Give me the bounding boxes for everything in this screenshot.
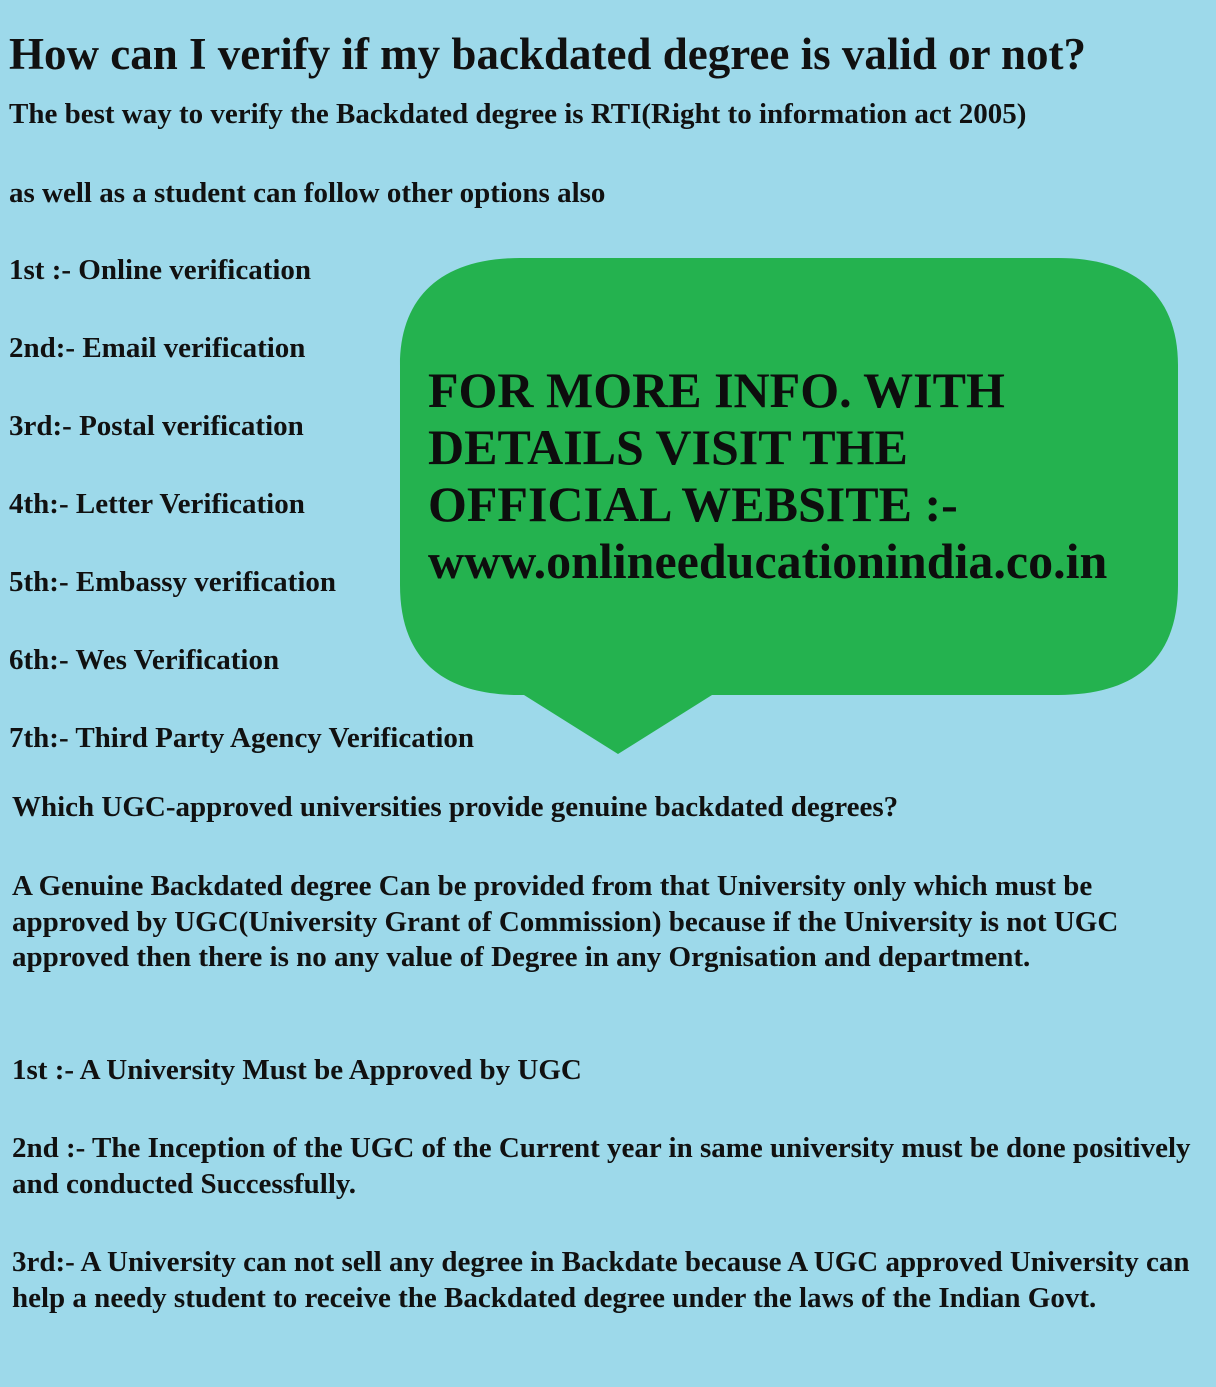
callout-line-2: DETAILS VISIT THE xyxy=(428,419,908,475)
option-wes-verification: 6th:- Wes Verification xyxy=(9,644,280,676)
point-ugc-approved: 1st :- A University Must be Approved by UGC xyxy=(12,1054,582,1086)
intro-line-options: as well as a student can follow other options also xyxy=(9,177,606,209)
option-letter-verification: 4th:- Letter Verification xyxy=(9,488,305,520)
callout-line-3: OFFICIAL WEBSITE :- xyxy=(428,476,958,532)
section-question: Which UGC-approved universities provide genuine backdated degrees? xyxy=(12,791,899,823)
point-backdate-sale: 3rd:- A University can not sell any degree in Backdate because A UGC approved University can help a needy student to receive the Backdated degree under the laws of the Indian Govt. xyxy=(12,1246,1190,1314)
option-online-verification: 1st :- Online verification xyxy=(9,254,312,286)
option-third-party-verification: 7th:- Third Party Agency Verification xyxy=(9,722,475,754)
section-answer: A Genuine Backdated degree Can be provided from that University only which must be approved by UGC(University Grant of Commission) because if the University is not UGC approved then there is no any value of Degree in any Orgnisation and department. xyxy=(12,870,1119,973)
callout-line-1: FOR MORE INFO. WITH xyxy=(428,362,1005,418)
option-email-verification: 2nd:- Email verification xyxy=(9,332,306,364)
option-postal-verification: 3rd:- Postal verification xyxy=(9,410,304,442)
intro-line-rti: The best way to verify the Backdated degree is RTI(Right to information act 2005) xyxy=(9,98,1027,130)
callout-website-link[interactable]: www.onlineeducationindia.co.in xyxy=(428,533,1108,589)
option-embassy-verification: 5th:- Embassy verification xyxy=(9,566,337,598)
callout-text xyxy=(428,362,1188,590)
page-title: How can I verify if my backdated degree is valid or not? xyxy=(9,29,1087,79)
point-ugc-inception: 2nd :- The Inception of the UGC of the Current year in same university must be done positively and conducted Successfully. xyxy=(12,1132,1191,1200)
